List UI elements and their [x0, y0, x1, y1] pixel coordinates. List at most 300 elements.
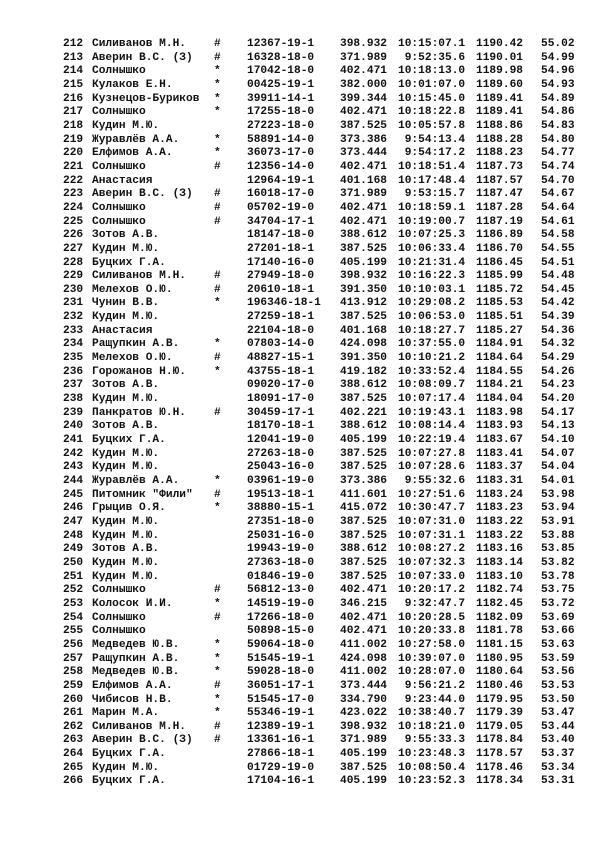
place-number: 257 [63, 652, 84, 665]
speed-m-per-min: 1187.73 [476, 160, 523, 173]
table-row [0, 721, 600, 735]
ring-number: 19513-18-1 [247, 488, 315, 501]
ring-number: 13361-16-1 [247, 734, 315, 747]
speed-m-per-min: 1178.46 [476, 761, 523, 774]
place-number: 260 [63, 693, 84, 706]
owner-name: Солнышко [92, 584, 146, 597]
table-row [0, 775, 600, 789]
owner-name: Ращупкин А.В. [92, 652, 180, 665]
speed-m-per-min: 1184.64 [476, 352, 523, 365]
arrival-time: 10:18:21.0 [398, 720, 466, 733]
table-row [0, 666, 600, 680]
category-mark: * [214, 147, 221, 160]
owner-name: Аверин В.С. (З) [92, 188, 193, 201]
score-points: 53.56 [541, 666, 575, 679]
distance-km: 401.168 [340, 174, 387, 187]
place-number: 247 [63, 515, 84, 528]
distance-km: 415.072 [340, 502, 387, 515]
table-row [0, 52, 600, 66]
distance-km: 411.601 [340, 488, 387, 501]
table-row [0, 680, 600, 694]
score-points: 53.63 [541, 638, 575, 651]
owner-name: Буцких Г.А. [92, 775, 166, 788]
table-row [0, 257, 600, 271]
owner-name: Горожанов Н.Ю. [92, 365, 186, 378]
score-points: 54.89 [541, 92, 575, 105]
category-mark: * [214, 338, 221, 351]
speed-m-per-min: 1183.22 [476, 529, 523, 542]
table-row [0, 38, 600, 52]
table-row [0, 543, 600, 557]
score-points: 53.53 [541, 679, 575, 692]
speed-m-per-min: 1183.22 [476, 515, 523, 528]
place-number: 248 [63, 529, 84, 542]
category-mark: * [214, 106, 221, 119]
distance-km: 399.344 [340, 92, 387, 105]
ring-number: 22104-18-0 [247, 324, 315, 337]
arrival-time: 10:27:58.0 [398, 638, 466, 651]
speed-m-per-min: 1183.31 [476, 475, 523, 487]
distance-km: 424.098 [340, 338, 387, 351]
score-points: 55.02 [541, 38, 575, 50]
ring-number: 05702-19-0 [247, 201, 315, 214]
category-mark: * [214, 475, 221, 487]
score-points: 53.82 [541, 556, 575, 569]
score-points: 54.86 [541, 106, 575, 119]
score-points: 53.34 [541, 761, 575, 774]
place-number: 255 [63, 625, 84, 638]
score-points: 53.91 [541, 515, 575, 528]
speed-m-per-min: 1188.86 [476, 119, 523, 132]
category-mark: * [214, 597, 221, 610]
ring-number: 27363-18-0 [247, 556, 315, 569]
score-points: 54.04 [541, 461, 575, 474]
table-row [0, 65, 600, 79]
arrival-time: 10:16:22.3 [398, 270, 466, 283]
place-number: 266 [63, 775, 84, 788]
category-mark: # [214, 38, 221, 50]
distance-km: 387.525 [340, 311, 387, 324]
score-points: 54.70 [541, 174, 575, 187]
score-points: 53.75 [541, 584, 575, 597]
place-number: 258 [63, 666, 84, 679]
category-mark: * [214, 365, 221, 378]
arrival-time: 9:53:15.7 [398, 188, 466, 201]
speed-m-per-min: 1189.41 [476, 92, 523, 105]
speed-m-per-min: 1186.45 [476, 256, 523, 269]
place-number: 232 [63, 311, 84, 324]
distance-km: 402.471 [340, 625, 387, 638]
place-number: 213 [63, 51, 84, 64]
score-points: 54.61 [541, 215, 575, 228]
place-number: 216 [63, 92, 84, 105]
speed-m-per-min: 1184.91 [476, 338, 523, 351]
ring-number: 18091-17-0 [247, 393, 315, 406]
distance-km: 391.350 [340, 352, 387, 365]
score-points: 54.58 [541, 229, 575, 242]
arrival-time: 10:10:03.1 [398, 283, 466, 296]
ring-number: 12964-19-1 [247, 174, 315, 187]
ring-number: 48827-15-1 [247, 352, 315, 365]
arrival-time: 9:52:35.6 [398, 51, 466, 64]
table-row [0, 325, 600, 339]
place-number: 229 [63, 270, 84, 283]
table-row [0, 475, 600, 489]
speed-m-per-min: 1180.46 [476, 679, 523, 692]
category-mark: # [214, 188, 221, 201]
ring-number: 27223-18-0 [247, 119, 315, 132]
speed-m-per-min: 1189.41 [476, 106, 523, 119]
table-row [0, 448, 600, 462]
place-number: 227 [63, 242, 84, 255]
category-mark: * [214, 92, 221, 105]
owner-name: Зотов А.В. [92, 229, 160, 242]
speed-m-per-min: 1180.95 [476, 652, 523, 665]
owner-name: Зотов А.В. [92, 379, 160, 392]
arrival-time: 9:55:32.6 [398, 475, 466, 487]
speed-m-per-min: 1179.05 [476, 720, 523, 733]
category-mark: * [214, 78, 221, 91]
score-points: 54.29 [541, 352, 575, 365]
arrival-time: 9:54:13.4 [398, 133, 466, 146]
owner-name: Питомник "Фили" [92, 488, 193, 501]
distance-km: 387.525 [340, 461, 387, 474]
place-number: 238 [63, 393, 84, 406]
arrival-time: 10:19:00.7 [398, 215, 466, 228]
table-row [0, 79, 600, 93]
arrival-time: 9:55:33.3 [398, 734, 466, 747]
owner-name: Кудин М.Ю. [92, 242, 160, 255]
owner-name: Кудин М.Ю. [92, 447, 160, 460]
ring-number: 17255-18-0 [247, 106, 315, 119]
category-mark: # [214, 215, 221, 228]
owner-name: Кудин М.Ю. [92, 570, 160, 583]
category-mark: * [214, 65, 221, 78]
ring-number: 30459-17-1 [247, 406, 315, 419]
table-row [0, 653, 600, 667]
speed-m-per-min: 1185.27 [476, 324, 523, 337]
owner-name: Кудин М.Ю. [92, 119, 160, 132]
owner-name: Марин М.А. [92, 707, 160, 720]
ring-number: 16328-18-0 [247, 51, 315, 64]
owner-name: Зотов А.В. [92, 543, 160, 556]
place-number: 236 [63, 365, 84, 378]
speed-m-per-min: 1178.84 [476, 734, 523, 747]
place-number: 256 [63, 638, 84, 651]
speed-m-per-min: 1183.23 [476, 502, 523, 515]
table-row [0, 366, 600, 380]
arrival-time: 10:23:48.3 [398, 748, 466, 761]
owner-name: Ращупкин А.В. [92, 338, 180, 351]
speed-m-per-min: 1187.28 [476, 201, 523, 214]
ring-number: 19943-19-0 [247, 543, 315, 556]
speed-m-per-min: 1185.99 [476, 270, 523, 283]
speed-m-per-min: 1178.34 [476, 775, 523, 788]
distance-km: 413.912 [340, 297, 387, 310]
owner-name: Солнышко [92, 201, 146, 214]
table-row [0, 188, 600, 202]
place-number: 234 [63, 338, 84, 351]
table-row [0, 134, 600, 148]
table-row [0, 297, 600, 311]
distance-km: 402.471 [340, 65, 387, 78]
ring-number: 51545-17-0 [247, 693, 315, 706]
place-number: 259 [63, 679, 84, 692]
place-number: 242 [63, 447, 84, 460]
place-number: 250 [63, 556, 84, 569]
place-number: 239 [63, 406, 84, 419]
table-row [0, 407, 600, 421]
distance-km: 423.022 [340, 707, 387, 720]
arrival-time: 10:18:22.8 [398, 106, 466, 119]
table-row [0, 202, 600, 216]
ring-number: 12356-14-0 [247, 160, 315, 173]
place-number: 221 [63, 160, 84, 173]
place-number: 253 [63, 597, 84, 610]
arrival-time: 10:20:33.8 [398, 625, 466, 638]
arrival-time: 10:08:14.4 [398, 420, 466, 433]
arrival-time: 10:07:32.3 [398, 556, 466, 569]
distance-km: 398.932 [340, 38, 387, 50]
arrival-time: 9:56:21.2 [398, 679, 466, 692]
table-row [0, 243, 600, 257]
arrival-time: 10:18:13.0 [398, 65, 466, 78]
speed-m-per-min: 1185.51 [476, 311, 523, 324]
distance-km: 405.199 [340, 748, 387, 761]
place-number: 263 [63, 734, 84, 747]
distance-km: 401.168 [340, 324, 387, 337]
owner-name: Кузнецов-Буриков [92, 92, 200, 105]
ring-number: 34704-17-1 [247, 215, 315, 228]
place-number: 220 [63, 147, 84, 160]
arrival-time: 10:07:25.3 [398, 229, 466, 242]
speed-m-per-min: 1190.42 [476, 38, 523, 50]
arrival-time: 10:17:48.4 [398, 174, 466, 187]
arrival-time: 10:30:47.7 [398, 502, 466, 515]
score-points: 54.48 [541, 270, 575, 283]
distance-km: 373.386 [340, 475, 387, 487]
arrival-time: 10:07:17.4 [398, 393, 466, 406]
place-number: 241 [63, 434, 84, 447]
ring-number: 14519-19-0 [247, 597, 315, 610]
arrival-time: 10:08:50.4 [398, 761, 466, 774]
place-number: 243 [63, 461, 84, 474]
ring-number: 38880-15-1 [247, 502, 315, 515]
owner-name: Зотов А.В. [92, 420, 160, 433]
distance-km: 388.612 [340, 543, 387, 556]
arrival-time: 9:32:47.7 [398, 597, 466, 610]
speed-m-per-min: 1187.19 [476, 215, 523, 228]
speed-m-per-min: 1183.98 [476, 406, 523, 419]
owner-name: Елфимов А.А. [92, 147, 173, 160]
arrival-time: 10:07:33.0 [398, 570, 466, 583]
place-number: 262 [63, 720, 84, 733]
distance-km: 388.612 [340, 420, 387, 433]
ring-number: 03961-19-0 [247, 475, 315, 487]
owner-name: Медведев Ю.В. [92, 666, 180, 679]
speed-m-per-min: 1187.47 [476, 188, 523, 201]
score-points: 54.74 [541, 160, 575, 173]
ring-number: 56812-13-0 [247, 584, 315, 597]
owner-name: Журавлёв А.А. [92, 475, 180, 487]
distance-km: 402.221 [340, 406, 387, 419]
owner-name: Кудин М.Ю. [92, 311, 160, 324]
owner-name: Кудин М.Ю. [92, 556, 160, 569]
category-mark: # [214, 720, 221, 733]
place-number: 245 [63, 488, 84, 501]
distance-km: 387.525 [340, 761, 387, 774]
arrival-time: 10:05:57.8 [398, 119, 466, 132]
distance-km: 373.444 [340, 679, 387, 692]
score-points: 54.51 [541, 256, 575, 269]
speed-m-per-min: 1182.45 [476, 597, 523, 610]
table-row [0, 216, 600, 230]
score-points: 54.01 [541, 475, 575, 487]
owner-name: Солнышко [92, 106, 146, 119]
score-points: 54.20 [541, 393, 575, 406]
ring-number: 25031-16-0 [247, 529, 315, 542]
speed-m-per-min: 1185.53 [476, 297, 523, 310]
speed-m-per-min: 1188.28 [476, 133, 523, 146]
ring-number: 27866-18-1 [247, 748, 315, 761]
ring-number: 12389-19-1 [247, 720, 315, 733]
place-number: 246 [63, 502, 84, 515]
arrival-time: 10:21:31.4 [398, 256, 466, 269]
arrival-time: 10:08:27.2 [398, 543, 466, 556]
ring-number: 27201-18-1 [247, 242, 315, 255]
category-mark: # [214, 611, 221, 624]
speed-m-per-min: 1184.55 [476, 365, 523, 378]
owner-name: Аверин В.С. (З) [92, 51, 193, 64]
score-points: 53.50 [541, 693, 575, 706]
distance-km: 371.989 [340, 51, 387, 64]
distance-km: 419.182 [340, 365, 387, 378]
table-row [0, 612, 600, 626]
ring-number: 07803-14-0 [247, 338, 315, 351]
speed-m-per-min: 1186.70 [476, 242, 523, 255]
ring-number: 36051-17-1 [247, 679, 315, 692]
place-number: 226 [63, 229, 84, 242]
speed-m-per-min: 1189.98 [476, 65, 523, 78]
ring-number: 27949-18-0 [247, 270, 315, 283]
arrival-time: 10:18:51.4 [398, 160, 466, 173]
score-points: 53.59 [541, 652, 575, 665]
category-mark: # [214, 51, 221, 64]
distance-km: 424.098 [340, 652, 387, 665]
score-points: 54.17 [541, 406, 575, 419]
score-points: 54.36 [541, 324, 575, 337]
ring-number: 196346-18-1 [247, 297, 321, 310]
ring-number: 00425-19-1 [247, 78, 315, 91]
speed-m-per-min: 1179.95 [476, 693, 523, 706]
score-points: 53.94 [541, 502, 575, 515]
table-row [0, 352, 600, 366]
speed-m-per-min: 1189.60 [476, 78, 523, 91]
place-number: 231 [63, 297, 84, 310]
category-mark: * [214, 666, 221, 679]
ring-number: 59064-18-0 [247, 638, 315, 651]
score-points: 53.47 [541, 707, 575, 720]
speed-m-per-min: 1182.74 [476, 584, 523, 597]
distance-km: 402.471 [340, 106, 387, 119]
place-number: 254 [63, 611, 84, 624]
table-row [0, 461, 600, 475]
arrival-time: 9:23:44.0 [398, 693, 466, 706]
category-mark: * [214, 297, 221, 310]
arrival-time: 10:20:17.2 [398, 584, 466, 597]
arrival-time: 10:20:28.5 [398, 611, 466, 624]
owner-name: Елфимов А.А. [92, 679, 173, 692]
owner-name: Панкратов Ю.Н. [92, 406, 186, 419]
distance-km: 388.612 [340, 379, 387, 392]
ring-number: 27259-18-1 [247, 311, 315, 324]
ring-number: 50898-15-0 [247, 625, 315, 638]
table-row [0, 571, 600, 585]
place-number: 223 [63, 188, 84, 201]
table-row [0, 120, 600, 134]
score-points: 53.40 [541, 734, 575, 747]
category-mark: # [214, 201, 221, 214]
arrival-time: 10:29:08.2 [398, 297, 466, 310]
owner-name: Кудин М.Ю. [92, 529, 160, 542]
ring-number: 09020-17-0 [247, 379, 315, 392]
score-points: 54.42 [541, 297, 575, 310]
table-row [0, 106, 600, 120]
score-points: 53.66 [541, 625, 575, 638]
speed-m-per-min: 1183.16 [476, 543, 523, 556]
table-row [0, 379, 600, 393]
speed-m-per-min: 1187.57 [476, 174, 523, 187]
score-points: 53.44 [541, 720, 575, 733]
place-number: 265 [63, 761, 84, 774]
distance-km: 405.199 [340, 256, 387, 269]
owner-name: Буцких Г.А. [92, 748, 166, 761]
distance-km: 371.989 [340, 734, 387, 747]
place-number: 233 [63, 324, 84, 337]
category-mark: # [214, 488, 221, 501]
ring-number: 01729-19-0 [247, 761, 315, 774]
distance-km: 371.989 [340, 188, 387, 201]
score-points: 54.32 [541, 338, 575, 351]
ring-number: 12367-19-1 [247, 38, 315, 50]
owner-name: Анастасия [92, 324, 153, 337]
score-points: 54.67 [541, 188, 575, 201]
table-row [0, 707, 600, 721]
distance-km: 402.471 [340, 160, 387, 173]
distance-km: 387.525 [340, 119, 387, 132]
owner-name: Солнышко [92, 160, 146, 173]
ring-number: 25043-16-0 [247, 461, 315, 474]
owner-name: Буцких Г.А. [92, 256, 166, 269]
category-mark: * [214, 502, 221, 515]
speed-m-per-min: 1184.04 [476, 393, 523, 406]
owner-name: Силиванов М.Н. [92, 720, 186, 733]
arrival-time: 10:18:59.1 [398, 201, 466, 214]
ring-number: 39911-14-1 [247, 92, 315, 105]
score-points: 54.96 [541, 65, 575, 78]
place-number: 218 [63, 119, 84, 132]
speed-m-per-min: 1178.57 [476, 748, 523, 761]
owner-name: Мелехов О.Ю. [92, 352, 173, 365]
owner-name: Аверин В.С. (З) [92, 734, 193, 747]
distance-km: 387.525 [340, 556, 387, 569]
table-row [0, 420, 600, 434]
owner-name: Солнышко [92, 215, 146, 228]
owner-name: Буцких Г.А. [92, 434, 166, 447]
owner-name: Кудин М.Ю. [92, 393, 160, 406]
score-points: 53.88 [541, 529, 575, 542]
speed-m-per-min: 1183.14 [476, 556, 523, 569]
